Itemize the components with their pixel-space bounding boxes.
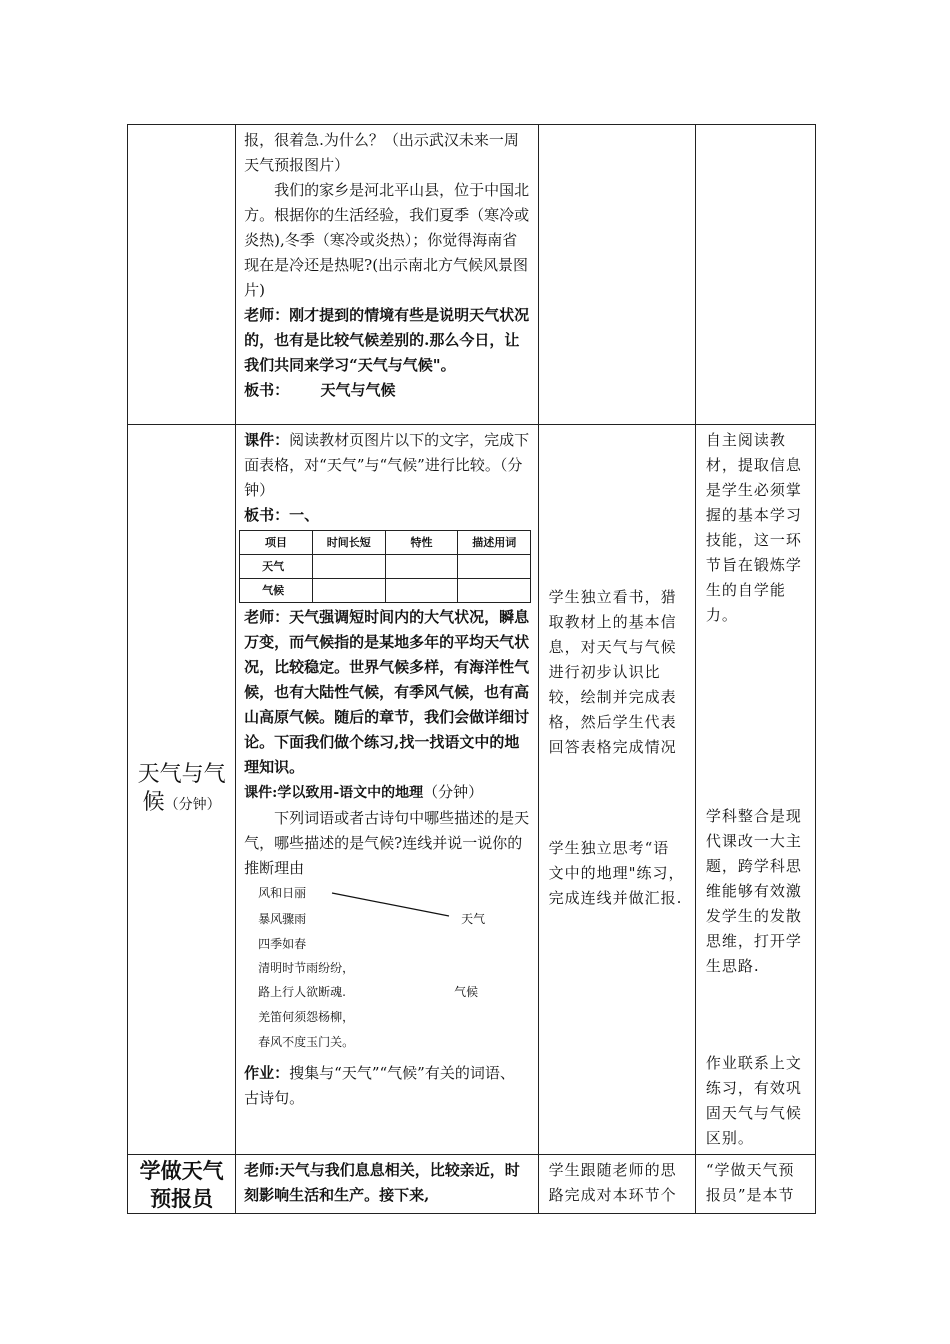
section-cell: [128, 1155, 236, 1214]
board-value: 天气与气候: [320, 381, 396, 399]
table-cell: [385, 555, 458, 579]
courseware-text: 阅读教材页图片以下的文字，完成下面表格，对“天气”与“气候”进行比较。（分钟）: [244, 431, 530, 499]
table-cell: [385, 579, 458, 603]
section-time: （分钟）: [164, 796, 221, 813]
homework-text: 搜集与“天气”“气候”有关的词语、古诗句。: [244, 1064, 515, 1107]
matching-exercise: [244, 881, 529, 1061]
exercise-item: 羌笛何须怨杨柳，: [258, 1010, 355, 1024]
table-row-label: 气候: [240, 579, 313, 603]
student-activity-cell: [538, 1155, 695, 1214]
homework: [244, 1061, 529, 1111]
exercise-item: 春风不度玉门关。: [258, 1035, 355, 1049]
teacher-explanation: 老师：天气强调短时间内的大气状况，瞬息万变，而气候指的是某地多年的平均天气状况，比较稳定。世界气候多样，有海洋性气候，也有大陆性气候，有季风气候，也有高山高原气候。随后的章节，我们会做详细讨论。下面我们做个练习,找一找语文中的地理知识。: [244, 608, 530, 776]
section-title: 天气与气候: [137, 761, 226, 815]
process-cell: [236, 425, 538, 1155]
student-activity: 学生跟随老师的思路完成对本环节个: [548, 1161, 677, 1204]
process-cell: [236, 1155, 538, 1214]
teacher-remark: 老师：刚才提到的情境有些是说明天气状况的，也有是比较气候差别的.那么今日，让我们共同来学习“天气与气候"。: [244, 306, 530, 374]
table-cell: [458, 579, 531, 603]
section-title: 学做天气预报员: [139, 1159, 224, 1211]
board-note: 板书：一、: [244, 506, 320, 524]
intro-paragraph: 报，很着急.为什么？（出示武汉未来一周天气预报图片）: [244, 131, 519, 174]
hometown-paragraph: 我们的家乡是河北平山县，位于中国北方。根据你的生活经验，我们夏季（寒冷或炎热),冬季（寒冷或炎热）；你觉得海南省现在是冷还是热呢?(出示南北方气候风景图片): [244, 181, 530, 299]
table-row: [128, 1155, 816, 1214]
design-intent-1: 自主阅读教材，提取信息是学生必须掌握的基本学习技能，这一环节旨在锻炼学生的自学能力。: [705, 431, 802, 624]
table-header: 时间长短: [312, 531, 385, 555]
design-intent-cell: [695, 1155, 815, 1214]
comparison-table: [239, 530, 531, 603]
student-activity-cell: [538, 425, 695, 1155]
exercise-item: 路上行人欲断魂.: [258, 985, 346, 999]
courseware-instruction: [244, 428, 529, 503]
design-intent: “学做天气预报员”是本节: [705, 1161, 795, 1204]
climate-tag: 气候: [454, 985, 479, 999]
table-row: [128, 125, 816, 425]
design-intent-cell: [695, 125, 815, 425]
courseware-label: 课件：: [244, 431, 290, 449]
section-cell: [128, 425, 236, 1155]
table-header: 特性: [385, 531, 458, 555]
courseware-exercise-label: 课件:学以致用-语文中的地理: [244, 785, 424, 801]
section-cell-empty: [128, 125, 236, 425]
weather-tag: 天气: [461, 912, 486, 926]
courseware-exercise-time: （分钟）: [423, 783, 484, 801]
student-activity-cell: [538, 125, 695, 425]
exercise-question: 下列词语或者古诗句中哪些描述的是天气，哪些描述的是气候?连线并说一说你的推断理由: [244, 809, 530, 877]
table-header: 描述用词: [458, 531, 531, 555]
exercise-item: 四季如春: [258, 937, 307, 951]
design-intent-2: 学科整合是现代课改一大主题，跨学科思维能够有效激发学生的发散思维，打开学生思路.: [705, 807, 802, 975]
design-intent-cell: [695, 425, 815, 1155]
homework-label: 作业：: [244, 1064, 290, 1082]
exercise-item: 暴风骤雨: [258, 912, 307, 926]
table-row-label: 天气: [240, 555, 313, 579]
table-cell: [312, 579, 385, 603]
student-activity-2: 学生独立思考“语文中的地理"练习，完成连线并做汇报.: [548, 839, 685, 907]
table-header: 项目: [240, 531, 313, 555]
teacher-remark: 老师:天气与我们息息相关，比较亲近，时刻影响生活和生产。接下来,: [244, 1161, 520, 1204]
table-cell: [312, 555, 385, 579]
table-row: [128, 425, 816, 1155]
courseware-exercise-title: [244, 780, 529, 806]
board-note: [244, 378, 529, 403]
exercise-item: 风和日丽: [258, 886, 307, 900]
exercise-item: 清明时节雨纷纷，: [258, 961, 355, 975]
student-activity-1: 学生独立看书，猎取教材上的基本信息，对天气与气候进行初步认识比较，绘制并完成表格，然后学生代表回答表格完成情况: [548, 588, 677, 756]
design-intent-3: 作业联系上文练习，有效巩固天气与气候区别。: [705, 1054, 802, 1147]
table-cell: [458, 555, 531, 579]
board-label: 板书：: [244, 381, 290, 399]
process-cell: [236, 125, 538, 425]
lesson-plan-table: [127, 124, 816, 1214]
